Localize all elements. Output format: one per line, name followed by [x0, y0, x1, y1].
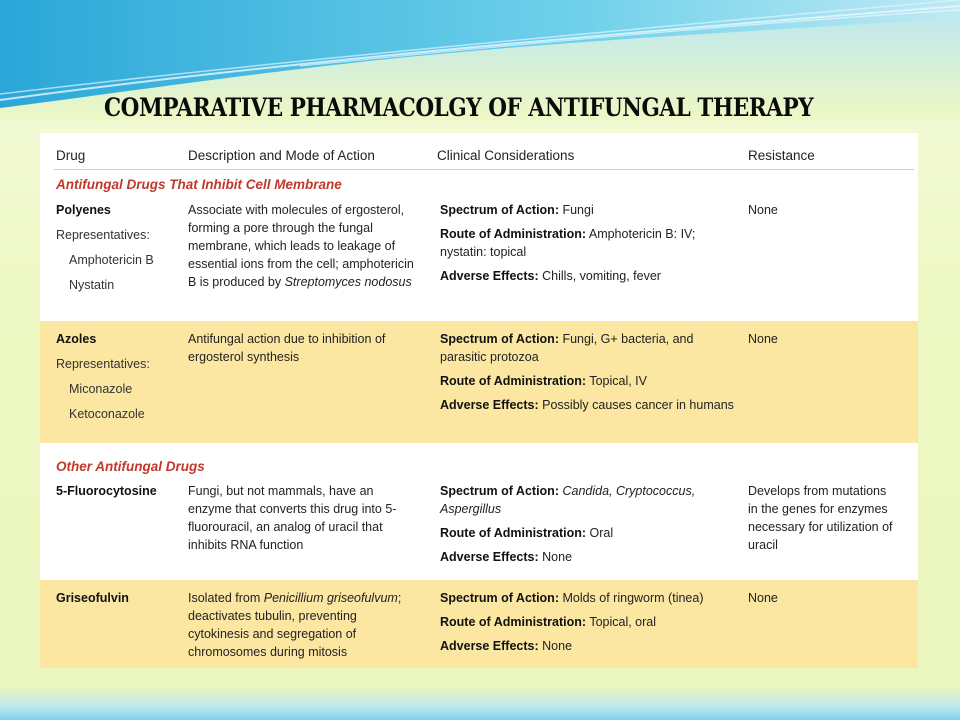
organism-name: Streptomyces nodosus	[284, 275, 412, 289]
table-row	[56, 330, 150, 430]
drug-name: 5-Fluorocytosine	[56, 484, 157, 498]
description-text: ; deactivates tubulin, preventing cytokinesis and segregation of chromosomes during mitosis	[188, 591, 402, 659]
adverse-label: Adverse Effects:	[440, 639, 539, 653]
page-title: COMPARATIVE PHARMACOLGY OF ANTIFUNGAL THERAPY	[104, 93, 814, 122]
representative-item: Amphotericin B	[69, 253, 154, 267]
route-label: Route of Administration:	[440, 526, 587, 540]
drug-name: Griseofulvin	[56, 591, 129, 605]
adverse-label: Adverse Effects:	[440, 269, 539, 283]
footer-band-decoration	[0, 686, 960, 720]
route-value: Amphotericin B: IV; nystatin: topical	[440, 227, 696, 259]
spectrum-label: Spectrum of Action:	[440, 332, 559, 346]
clinical-cell	[440, 589, 740, 661]
spectrum-value: Fungi	[562, 203, 594, 217]
representative-item: Nystatin	[69, 278, 115, 292]
spectrum-label: Spectrum of Action:	[440, 591, 559, 605]
adverse-label: Adverse Effects:	[440, 550, 539, 564]
spectrum-value: Molds of ringworm (tinea)	[562, 591, 704, 605]
table-row	[56, 201, 154, 301]
column-header-drug: Drug	[56, 148, 86, 163]
adverse-value: Possibly causes cancer in humans	[542, 398, 734, 412]
drug-name: Azoles	[56, 332, 97, 346]
organism-name: Penicillium griseofulvum	[263, 591, 398, 605]
spectrum-label: Spectrum of Action:	[440, 484, 559, 498]
spectrum-value: Fungi, G+ bacteria, and parasitic protozoa	[440, 332, 694, 364]
clinical-cell	[440, 330, 740, 420]
resistance-cell: Develops from mutations in the genes for enzymes necessary for utilization of uracil	[748, 484, 893, 552]
resistance-cell: None	[748, 332, 778, 346]
representatives-label: Representatives:	[56, 228, 150, 242]
description-cell	[188, 201, 420, 291]
clinical-cell	[440, 201, 740, 291]
table-row	[56, 589, 129, 614]
clinical-cell	[440, 482, 740, 572]
route-label: Route of Administration:	[440, 227, 587, 241]
adverse-value: None	[542, 639, 573, 653]
antifungal-table	[40, 133, 918, 668]
representative-item: Ketoconazole	[69, 407, 145, 421]
description-text: Associate with molecules of ergosterol, forming a pore through the fungal membrane, which leads to leakage of essential ions from the cell; amphotericin B is produced by	[188, 203, 414, 289]
adverse-value: Chills, vomiting, fever	[542, 269, 661, 283]
resistance-cell: None	[748, 203, 778, 217]
column-header-resistance: Resistance	[748, 148, 815, 163]
representative-item: Miconazole	[69, 382, 133, 396]
route-label: Route of Administration:	[440, 374, 587, 388]
description-text: Isolated from	[188, 591, 264, 605]
route-value: Topical, IV	[589, 374, 647, 388]
column-header-description: Description and Mode of Action	[188, 148, 375, 163]
route-label: Route of Administration:	[440, 615, 587, 629]
table-row	[56, 482, 157, 507]
description-cell: Fungi, but not mammals, have an enzyme that converts this drug into 5-fluorouracil, an analog of uracil that inhibits RNA function	[188, 484, 397, 552]
drug-name: Polyenes	[56, 203, 111, 217]
adverse-label: Adverse Effects:	[440, 398, 539, 412]
section-heading-other: Other Antifungal Drugs	[56, 459, 205, 474]
spectrum-value: Candida, Cryptococcus, Aspergillus	[440, 484, 696, 516]
representatives-label: Representatives:	[56, 357, 150, 371]
resistance-cell: None	[748, 591, 778, 605]
header-divider	[54, 169, 914, 170]
route-value: Topical, oral	[589, 615, 657, 629]
adverse-value: None	[542, 550, 573, 564]
description-cell	[188, 589, 420, 661]
column-header-clinical: Clinical Considerations	[437, 148, 575, 163]
section-heading-membrane: Antifungal Drugs That Inhibit Cell Membrane	[56, 177, 342, 192]
spectrum-label: Spectrum of Action:	[440, 203, 559, 217]
route-value: Oral	[589, 526, 614, 540]
description-cell: Antifungal action due to inhibition of ergosterol synthesis	[188, 332, 386, 364]
